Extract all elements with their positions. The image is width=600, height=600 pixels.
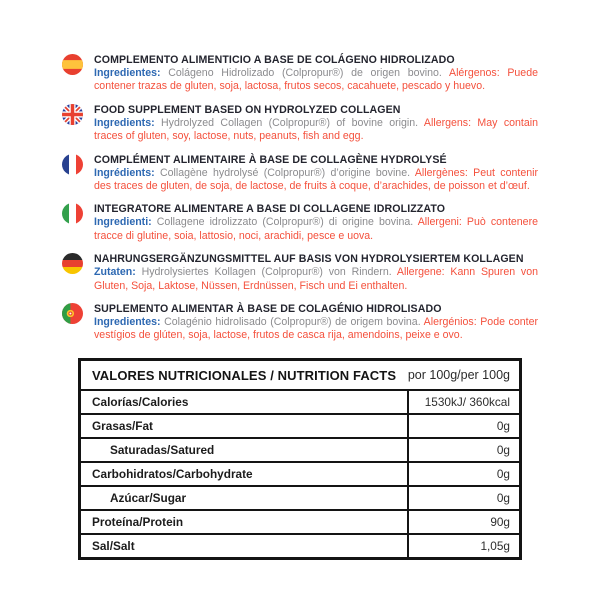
section-title: NAHRUNGSERGÄNZUNGSMITTEL AUF BASIS VON HYDROLYSIERTEM KOLLAGEN [94,253,524,266]
allergens-text: Alérgenos: Puede contener trazas de gluten, soja, lactosa, frutos secos, cacahuete, pescado y huevo. [94,67,538,93]
ingredients-text: Collagene idrolizzato (Colpropur®) di origine bovina. [156,216,414,229]
portugal-flag-icon [62,303,83,324]
allergens-text: Allergene: Kann Spuren von Gluten, Soja, Laktose, Nüssen, Erdnüssen, Fisch und Ei enthalten. [94,266,539,292]
ingredients-text: Collagène hydrolysé (Colpropur®) d’origine bovine. [159,166,411,179]
nutrient-label: Saturadas/Satured [110,443,215,457]
ingredients-section-pt [62,302,540,343]
ingredients-section-gb [62,103,540,144]
allergens-text: Allergènes: Peut contenir des traces de gluten, de soja, de lactose, de fruits à coque, d’arachides, de poisson et d’œuf. [94,166,538,193]
nutrition-table-title: VALORES NUTRICIONALES / NUTRITION FACTS [92,367,397,383]
section-body [94,67,538,94]
table-row [81,509,519,533]
nutrient-value: 0g [407,415,519,437]
nutrition-table-unit: por 100g/per 100g [407,368,510,382]
section-title: COMPLÉMENT ALIMENTAIRE À BASE DE COLLAGÈNE HYDROLYSÉ [94,153,447,166]
nutrient-label: Grasas/Fat [92,419,153,433]
ingredients-label: Ingredientes: [94,67,161,79]
nutrient-label: Azúcar/Sugar [110,491,187,505]
section-body [94,167,538,194]
language-sections [62,53,540,352]
section-body [94,316,538,343]
table-row [81,413,519,437]
nutrient-value: 1,05g [407,535,519,557]
nutrient-value: 0g [407,463,519,485]
nutrient-value: 0g [407,487,519,509]
nutrient-label: Proteína/Protein [92,515,184,529]
uk-flag-icon [62,104,83,125]
table-row [81,437,519,461]
nutrient-label: Carbohidratos/Carbohydrate [92,467,253,481]
section-body [94,216,538,243]
section-body [94,117,538,144]
ingredients-section-de [62,252,540,293]
germany-flag-icon [62,253,83,274]
ingredients-section-es [62,53,540,94]
allergens-text: Alergénios: Pode conter vestígios de glúten, soja, lactose, frutos de casca rija, amendoins, peixe e ovo. [94,316,538,342]
table-row [81,461,519,485]
nutrient-value: 0g [407,439,519,461]
ingredients-label: Ingredientes: [94,316,161,329]
nutrient-value: 90g [407,511,519,533]
ingredients-label: Ingredients: [94,116,155,129]
ingredients-text: Colagénio hidrolisado (Colpropur®) de origem bovina. [164,316,421,329]
spain-flag-icon [62,54,83,75]
section-title: COMPLEMENTO ALIMENTICIO A BASE DE COLÁGENO HIDROLIZADO [94,54,455,66]
ingredients-text: Hydrolysiertes Kollagen (Colpropur®) von Rindern. [141,266,392,279]
ingredients-text: Colágeno Hidrolizado (Colpropur®) de origen bovino. [168,67,442,79]
nutrient-label: Sal/Salt [92,539,135,553]
ingredients-label: Zutaten: [94,266,136,279]
section-body [94,266,538,293]
france-flag-icon [62,154,83,175]
ingredients-label: Ingredienti: [94,216,152,229]
allergens-text: Allergeni: Può contenere tracce di glutine, soia, lattosio, noci, arachidi, pesce e uova. [94,216,538,242]
section-title: INTEGRATORE ALIMENTARE A BASE DI COLLAGENE IDROLIZZATO [94,203,446,216]
section-title: FOOD SUPPLEMENT BASED ON HYDROLYZED COLLAGEN [94,103,401,116]
nutrition-table-header [81,361,519,389]
nutrient-value: 1530kJ/ 360kcal [407,391,519,413]
italy-flag-icon [62,203,83,224]
ingredients-section-it [62,202,540,243]
nutrition-table-rows [81,389,519,557]
nutrient-label: Calorías/Calories [92,395,189,409]
nutrition-table [78,358,522,560]
table-row [81,533,519,557]
ingredients-label: Ingrédients: [94,166,155,179]
table-row [81,485,519,509]
allergens-text: Allergens: May contain traces of gluten, soy, lactose, nuts, peanuts, fish and egg. [94,116,538,143]
section-title: SUPLEMENTO ALIMENTAR À BASE DE COLAGÉNIO HIDROLISADO [94,303,442,316]
table-row [81,389,519,413]
ingredients-text: Hydrolyzed Collagen (Colpropur®) of bovine origin. [161,116,419,129]
ingredients-section-fr [62,153,540,194]
